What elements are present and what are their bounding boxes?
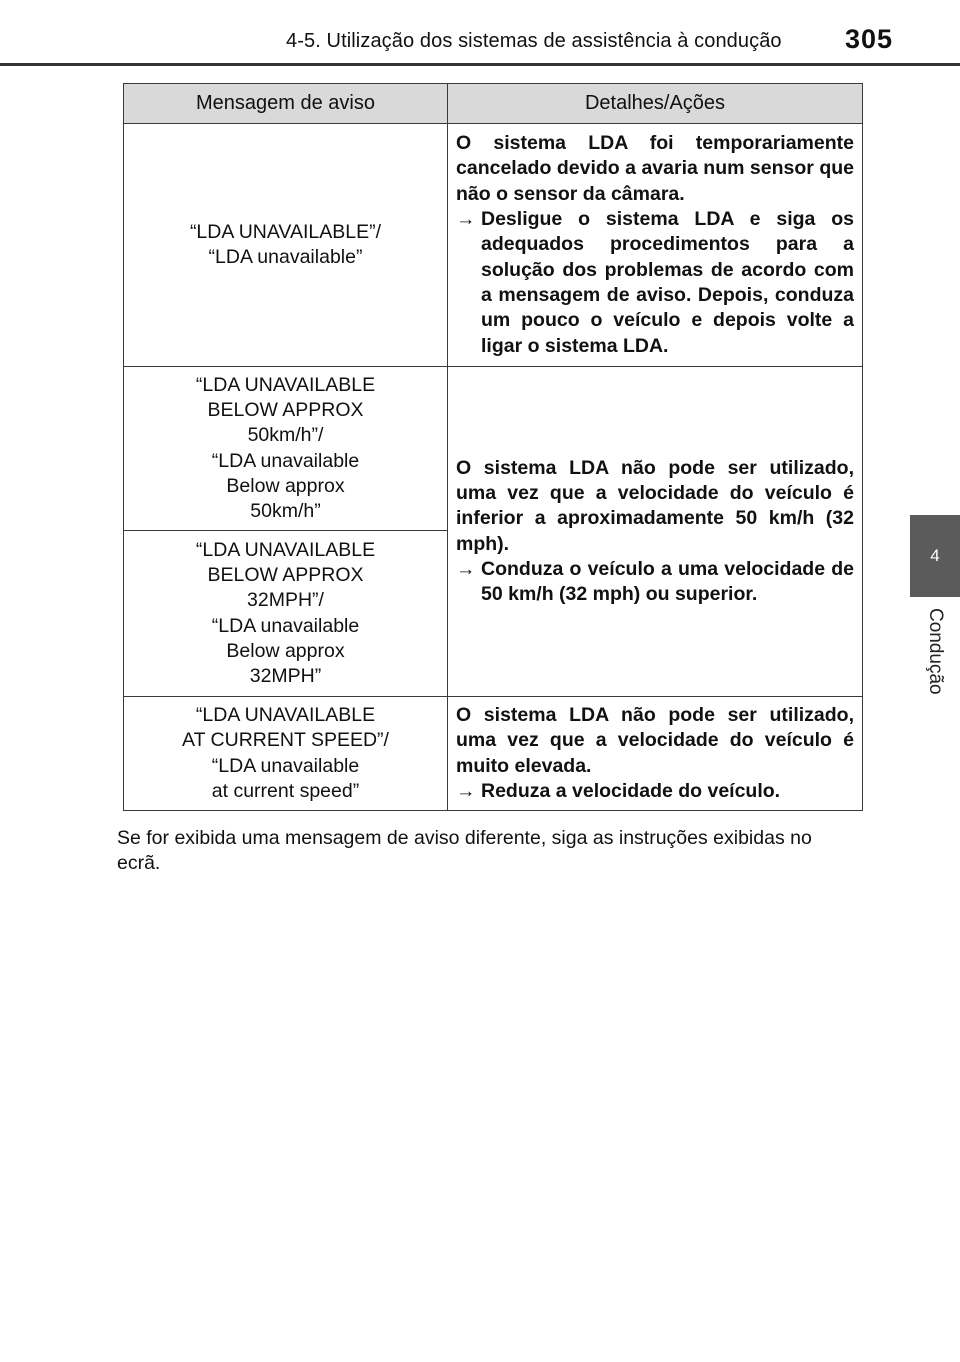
- chapter-label: [918, 608, 952, 718]
- arrow-right-icon: →: [456, 557, 476, 580]
- arrow-right-icon: →: [456, 208, 476, 231]
- table-row: [124, 367, 863, 531]
- column-header-message: Mensagem de aviso: [124, 84, 448, 124]
- details-cell: [448, 697, 863, 811]
- header-divider: [0, 63, 960, 66]
- details-text: O sistema LDA foi temporariamente cancelado devido a avaria num sensor que não o sensor da câmara.: [456, 132, 854, 205]
- table-row: [124, 124, 863, 367]
- action-text: Conduza o veículo a uma velocidade de 50 km/h (32 mph) ou superior.: [481, 557, 854, 606]
- action-item: [456, 779, 854, 804]
- table-header-row: [124, 84, 863, 124]
- chapter-label-text: Condução: [925, 608, 946, 695]
- message-line: “LDA UNAVAILABLE: [195, 373, 376, 396]
- section-title: 4-5. Utilização dos sistemas de assistência à condução: [286, 30, 782, 52]
- action-item: [456, 207, 854, 359]
- message-line: “LDA unavailable”: [208, 246, 363, 268]
- message-line: Below approx: [226, 639, 345, 662]
- message-line: BELOW APPROX: [207, 398, 364, 421]
- chapter-tab[interactable]: [910, 515, 960, 597]
- action-text: Desligue o sistema LDA e siga os adequados procedimentos para a solução dos problemas de acordo com a mensagem de aviso. Depois, conduza um pouco o veículo e depois volte a ligar o sistema LDA.: [481, 208, 854, 357]
- action-text: Reduza a velocidade do veículo.: [481, 779, 781, 802]
- table-row: [124, 697, 863, 811]
- message-line: Below approx: [226, 474, 345, 497]
- warning-message-table: [123, 83, 863, 811]
- message-line: 32MPH”/: [247, 589, 324, 612]
- message-line: 50km/h”: [250, 500, 321, 523]
- warning-message-cell: [124, 697, 448, 811]
- details-cell: [448, 367, 863, 697]
- message-line: “LDA unavailable: [211, 754, 360, 777]
- message-line: “LDA UNAVAILABLE”/: [189, 220, 382, 243]
- warning-message-cell: [124, 531, 448, 697]
- message-line: “LDA UNAVAILABLE: [195, 703, 376, 726]
- details-text: O sistema LDA não pode ser utilizado, uma vez que a velocidade do veículo é inferior a aproximadamente 50 km/h (32 mph).: [456, 456, 854, 555]
- message-line: at current speed”: [211, 779, 360, 802]
- arrow-right-icon: →: [456, 779, 476, 802]
- message-line: “LDA UNAVAILABLE: [195, 538, 376, 561]
- chapter-number: 4: [930, 546, 940, 565]
- message-line: BELOW APPROX: [207, 563, 364, 586]
- footnote-text: Se for exibida uma mensagem de aviso diferente, siga as instruções exibidas no ecrã.: [117, 827, 812, 874]
- details-cell: [448, 124, 863, 367]
- warning-message-cell: [124, 124, 448, 367]
- message-line: “LDA unavailable: [211, 614, 360, 637]
- details-text: O sistema LDA não pode ser utilizado, uma vez que a velocidade do veículo é muito elevada.: [456, 703, 854, 777]
- column-header-details: Detalhes/Ações: [448, 84, 863, 124]
- message-line: 32MPH”: [249, 665, 322, 688]
- page-number: 305: [845, 24, 894, 54]
- message-line: 50km/h”/: [247, 424, 324, 447]
- action-item: [456, 557, 854, 608]
- message-line: AT CURRENT SPEED”/: [182, 729, 389, 752]
- warning-message-cell: [124, 367, 448, 531]
- message-line: “LDA unavailable: [211, 449, 360, 472]
